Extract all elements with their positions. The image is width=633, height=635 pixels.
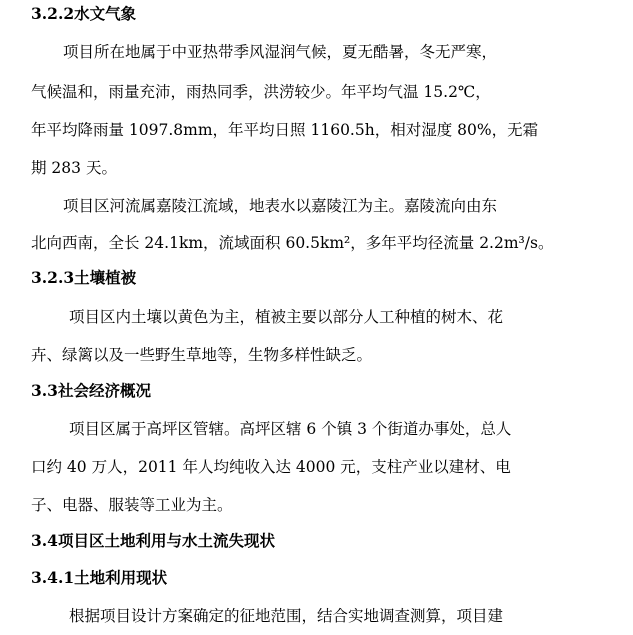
paragraph-line: 项目区河流属嘉陵江流域，地表水以嘉陵江为主。嘉陵流向由东 <box>63 197 498 215</box>
section-heading-3-3: 3.3社会经济概况 <box>31 381 151 400</box>
paragraph-line: 口约 40 万人，2011 年人均纯收入达 4000 元，支柱产业以建材、电 <box>31 458 511 476</box>
paragraph-line: 子、电器、服装等工业为主。 <box>31 496 233 514</box>
section-heading-3-2-3: 3.2.3土壤植被 <box>31 268 137 287</box>
section-heading-3-4: 3.4项目区土地利用与水土流失现状 <box>31 531 275 550</box>
paragraph-line: 期 283 天。 <box>31 159 117 177</box>
paragraph-line: 根据项目设计方案确定的征地范围，结合实地调查测算，项目建 <box>69 607 504 625</box>
paragraph-line: 项目所在地属于中亚热带季风湿润气候，夏无酷暑，冬无严寒， <box>63 43 498 61</box>
section-heading-3-2-2: 3.2.2水文气象 <box>31 4 137 23</box>
paragraph-line: 气候温和，雨量充沛，雨热同季，洪涝较少。年平均气温 15.2℃， <box>31 83 491 101</box>
paragraph-line: 北向西南，全长 24.1km，流域面积 60.5km²，多年平均径流量 2.2m³/s。 <box>31 234 554 252</box>
section-heading-3-4-1: 3.4.1土地利用现状 <box>31 568 168 587</box>
paragraph-line: 年平均降雨量 1097.8mm，年平均日照 1160.5h，相对湿度 80%，无霜 <box>31 121 539 139</box>
paragraph-line: 卉、绿篱以及一些野生草地等，生物多样性缺乏。 <box>31 346 373 364</box>
paragraph-line: 项目区内土壤以黄色为主，植被主要以部分人工种植的树木、花 <box>69 308 504 326</box>
paragraph-line: 项目区属于高坪区管辖。高坪区辖 6 个镇 3 个街道办事处，总人 <box>69 420 512 438</box>
